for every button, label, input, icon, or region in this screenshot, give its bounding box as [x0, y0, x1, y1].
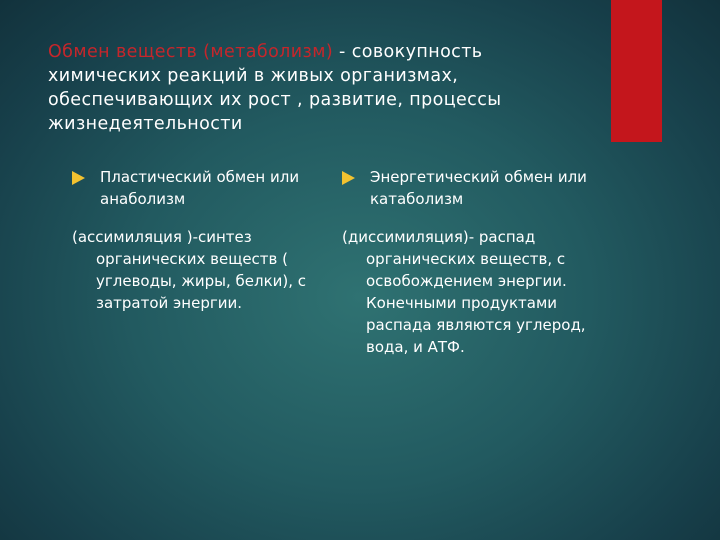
title-highlight: Обмен веществ (метаболизм) [48, 42, 334, 62]
right-heading: Энергетический обмен или катаболизм [370, 168, 587, 208]
title-text: - совокупность химических реакций в живых организмах, обеспечивающих их рост , развитие, процессы жизнедеятельности [48, 42, 502, 134]
triangle-bullet-icon [342, 171, 355, 185]
right-bullet [342, 166, 597, 210]
right-column [342, 166, 597, 358]
left-description: (ассимиляция )-синтез органических веществ ( углеводы, жиры, белки), с затратой энергии. [72, 228, 307, 312]
left-heading: Пластический обмен или анаболизм [100, 168, 300, 208]
slide-title [48, 40, 588, 136]
left-column [72, 166, 327, 314]
accent-bar [611, 0, 662, 142]
left-bullet [72, 166, 327, 210]
triangle-bullet-icon [72, 171, 85, 185]
right-description: (диссимиляция)- распад органических веществ, с освобождением энергии. Конечными продуктами распада являются углерод, вода, и АТФ. [342, 228, 586, 356]
